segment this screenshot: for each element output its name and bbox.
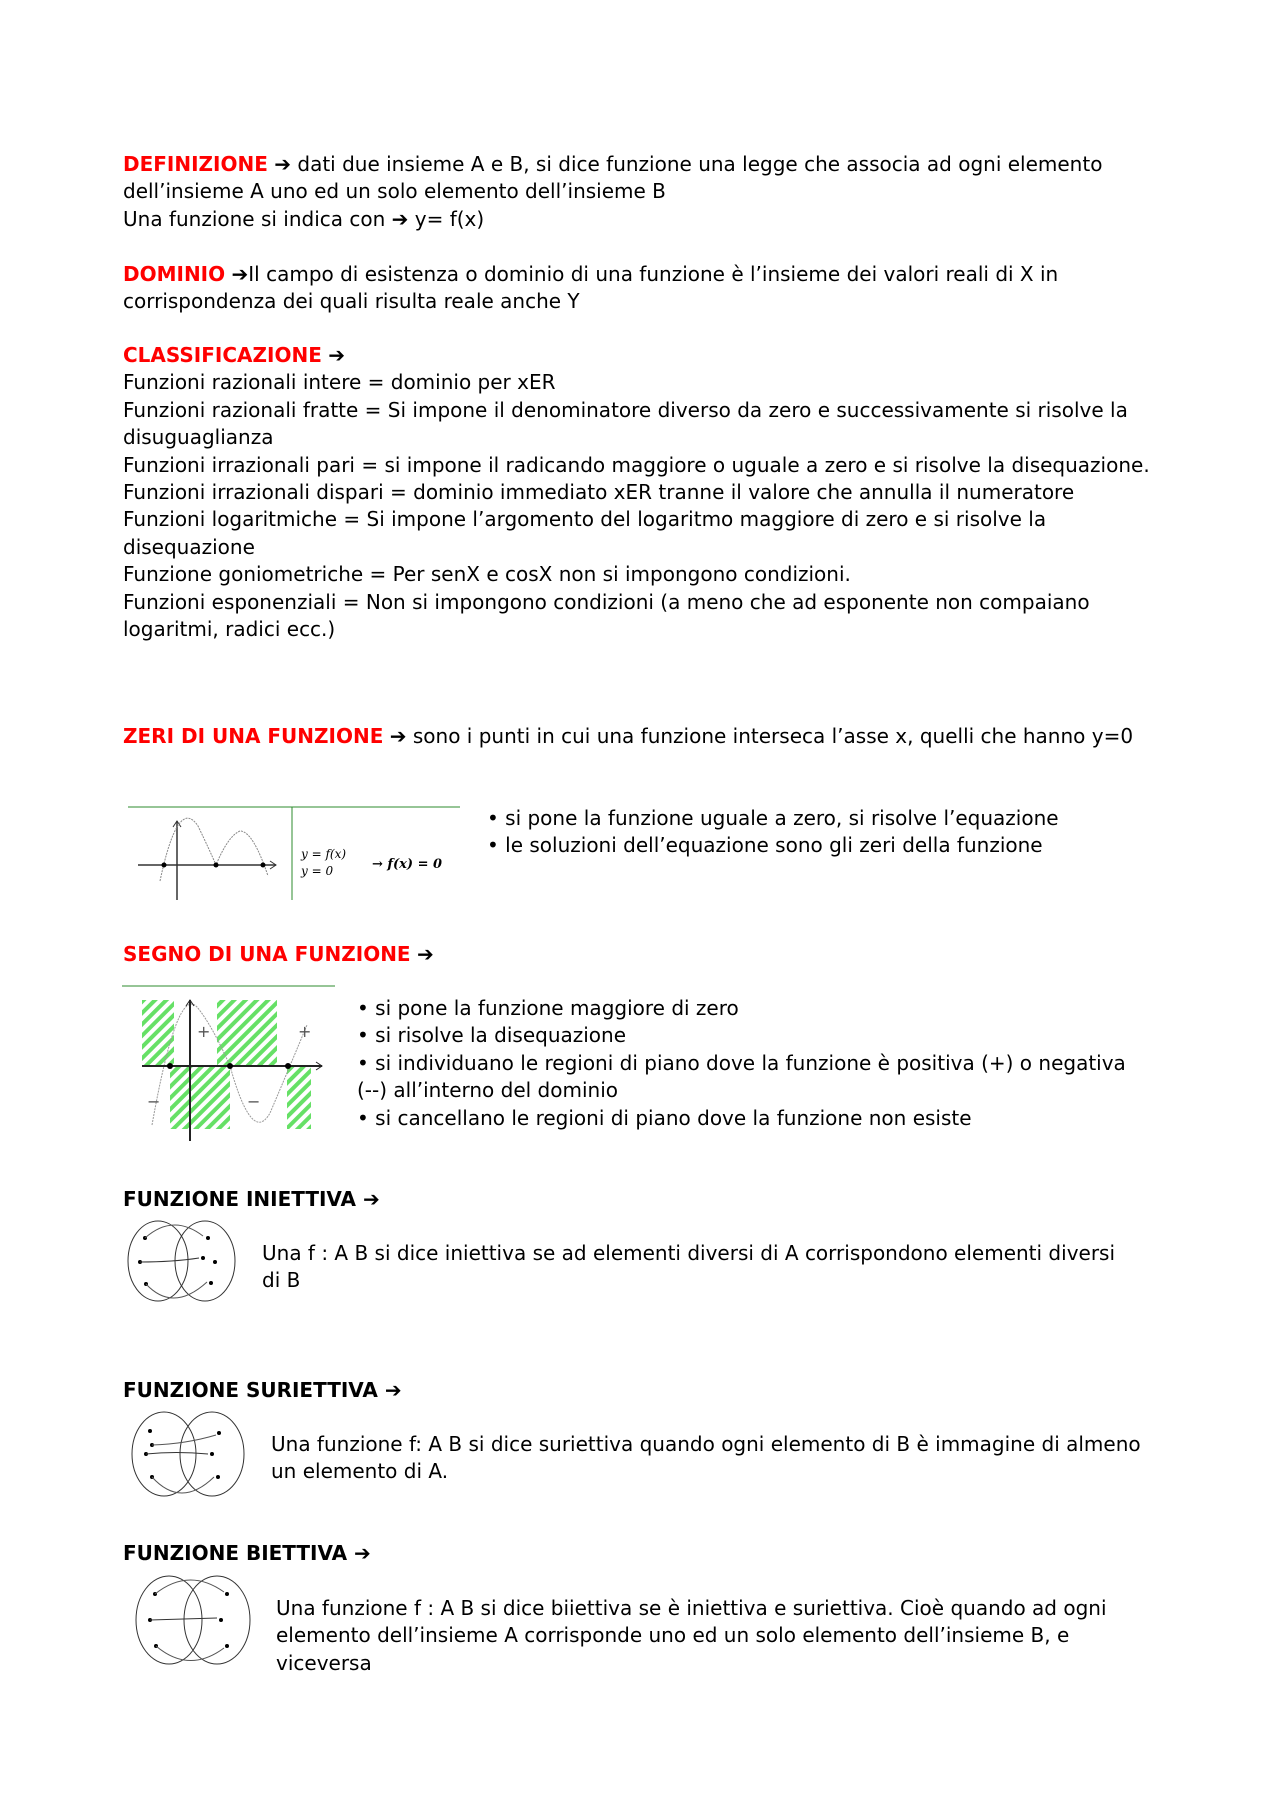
arrow-icon: ➔	[328, 343, 345, 367]
biettiva-heading: FUNZIONE BIETTIVA ➔	[123, 1541, 371, 1565]
definizione-text: dati due insieme A e B, si dice funzione una legge che associa ad ogni elemento dell’insieme A uno ed un solo elemento dell’insieme B	[123, 152, 1103, 204]
bullet-item: • si risolve la disequazione	[357, 1023, 627, 1048]
segno-graph	[122, 985, 337, 1143]
biettiva-text: Una funzione f : A B si dice biiettiva se è iniettiva e suriettiva. Cioè quando ad ogni elemento dell’insieme A corrisponde uno ed un solo elemento dell’insieme B, e viceversa	[276, 1596, 1107, 1675]
dominio-heading: DOMINIO	[123, 262, 226, 286]
bullet-item: • si individuano le regioni di piano dove la funzione è positiva (+) o negativa (--) all’interno del dominio	[357, 1050, 1126, 1103]
segno-section	[123, 941, 1173, 968]
list-item: Funzioni logaritmiche = Si impone l’argomento del logaritmo maggiore di zero e si risolve la disequazione	[123, 507, 1047, 559]
minus-sign: −	[147, 1092, 161, 1111]
list-item: Funzioni razionali fratte = Si impone il denominatore diverso da zero e successivamente si risolve la disuguaglianza	[123, 397, 1128, 450]
zeri-text: sono i punti in cui una funzione interseca l’asse x, quelli che hanno y=0	[406, 724, 1134, 748]
list-item: Funzioni esponenziali = Non si impongono condizioni (a meno che ad esponente non compaiano logaritmi, radici ecc.)	[123, 589, 1090, 642]
arrow-icon: ➔	[416, 942, 434, 966]
bullet-item: • le soluzioni dell’equazione sono gli zeri della funzione	[487, 833, 1043, 858]
bullet-item: • si pone la funzione uguale a zero, si risolve l’equazione	[487, 806, 1059, 830]
list-item: Funzioni irrazionali dispari = dominio immediato xER tranne il valore che annulla il numeratore	[123, 480, 1075, 505]
arrow-icon: ➔	[389, 724, 407, 748]
iniettiva-heading: FUNZIONE INIETTIVA ➔	[123, 1187, 380, 1211]
bullet-item: • si cancellano le regioni di piano dove la funzione non esiste	[357, 1105, 972, 1130]
suriettiva-heading: FUNZIONE SURIETTIVA ➔	[123, 1378, 402, 1402]
dominio-text: Il campo di esistenza o dominio di una funzione è l’insieme dei valori reali di X in corrispondenza dei quali risulta reale anche Y	[123, 262, 1059, 314]
iniettiva-text: Una f : A B si dice iniettiva se ad elementi diversi di A corrispondono elementi diversi di B	[262, 1241, 1116, 1293]
suriettiva-text: Una funzione f: A B si dice suriettiva quando ogni elemento di B è immagine di almeno un elemento di A.	[271, 1432, 1141, 1484]
definizione-section	[123, 151, 1173, 233]
arrow-icon: ➔	[274, 152, 292, 176]
bullet-item: • si pone la funzione maggiore di zero	[357, 996, 739, 1020]
iniettiva-diagram	[123, 1218, 241, 1304]
formula-line2: y = 0	[301, 864, 334, 878]
zeri-bullets	[487, 805, 1059, 860]
list-item: Funzioni razionali intere = dominio per xER	[123, 370, 556, 395]
zeri-heading: ZERI DI UNA FUNZIONE	[123, 724, 384, 748]
segno-bullets	[357, 995, 1127, 1132]
formula-result: → f(x) = 0	[372, 857, 443, 872]
minus-sign: −	[247, 1092, 261, 1111]
dominio-section	[123, 261, 1173, 316]
formula-line1: y = f(x)	[301, 847, 347, 861]
plus-sign: +	[298, 1022, 312, 1041]
classificazione-heading: CLASSIFICAZIONE	[123, 343, 322, 367]
suriettiva-diagram	[126, 1409, 250, 1499]
segno-heading: SEGNO DI UNA FUNZIONE	[123, 942, 411, 966]
classificazione-section	[123, 342, 1183, 643]
list-item: Funzione goniometriche = Per senX e cosX non si impongono condizioni.	[123, 562, 851, 587]
list-item: Funzioni irrazionali pari = si impone il radicando maggiore o uguale a zero e si risolve la disequazione.	[123, 452, 1150, 477]
definizione-heading: DEFINIZIONE	[123, 152, 268, 176]
zeri-section	[123, 723, 1173, 750]
zeri-graph	[128, 806, 460, 900]
biettiva-diagram	[129, 1572, 257, 1668]
plus-sign: +	[197, 1022, 211, 1041]
definizione-notation: Una funzione si indica con ➔ y= f(x)	[123, 206, 485, 231]
arrow-icon: ➔	[231, 262, 249, 286]
